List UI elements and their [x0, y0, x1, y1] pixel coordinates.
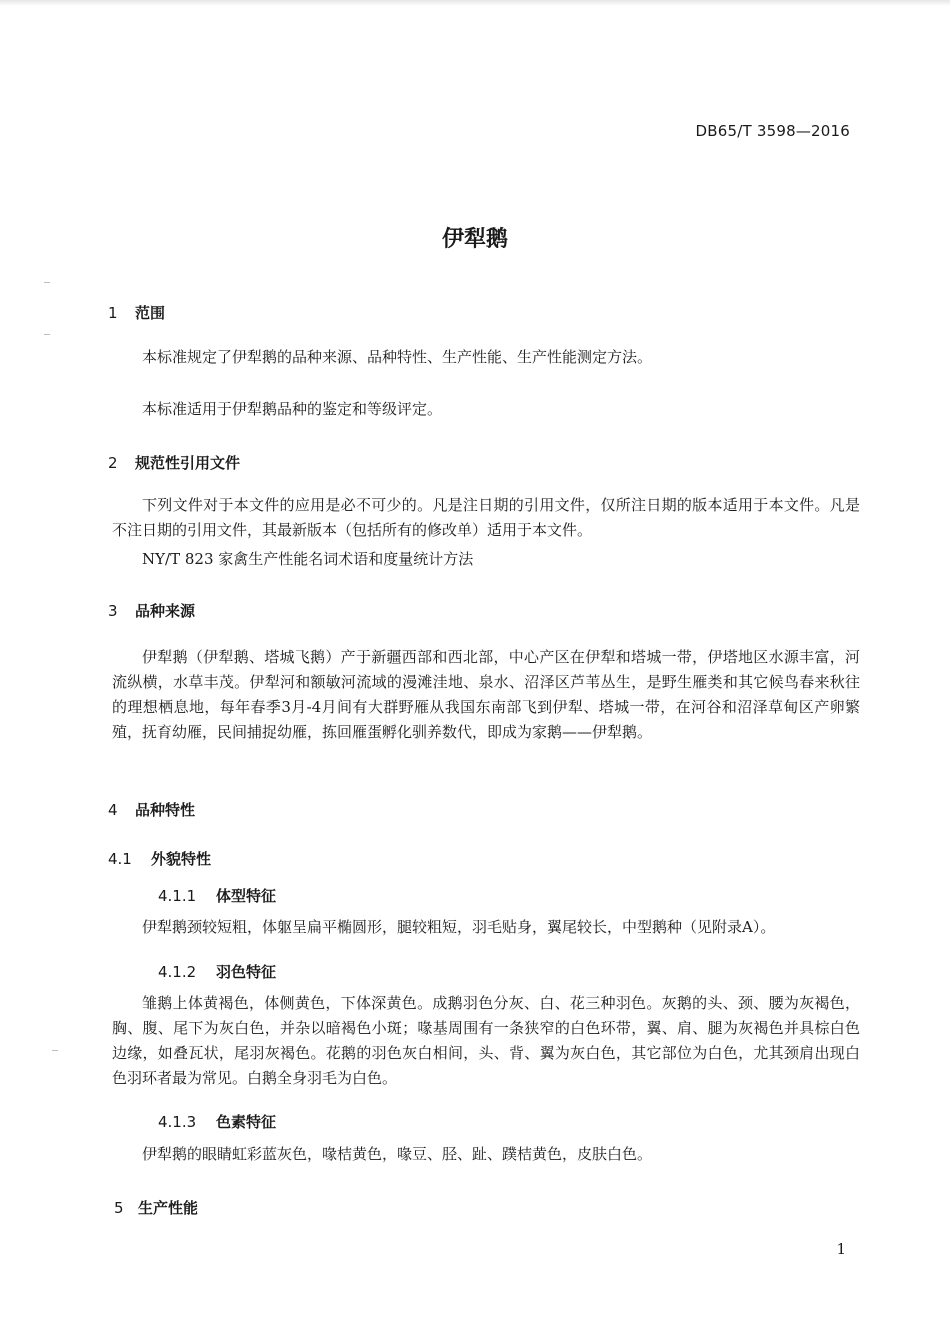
standard-code: DB65/T 3598—2016 — [695, 122, 850, 140]
section-number: 3 — [108, 602, 118, 620]
section-number: 1 — [108, 304, 118, 322]
section-4-heading — [108, 799, 195, 820]
document-title: 伊犁鹅 — [441, 227, 508, 252]
section-title: 品种来源 — [135, 602, 196, 620]
paragraph: 本标准适用于伊犁鹅品种的鉴定和等级评定。 — [142, 400, 443, 418]
scan-top-edge — [0, 0, 950, 6]
section-2-heading — [108, 452, 240, 473]
paragraph: 雏鹅上体黄褐色，体侧黄色，下体深黄色。成鹅羽色分灰、白、花三种羽色。灰鹅的头、颈、腰为灰褐色，胸、腹、尾下为灰白色，并杂以暗褐色小斑；喙基周围有一条狭窄的白色环带，翼、肩、腿为灰褐色并具棕白色边缘，如叠瓦状，尾羽灰褐色。花鹅的羽色灰白相间，头、背、翼为灰白色，其它部位为白色，尤其颈肩出现白色羽环者最为常见。白鹅全身羽毛为白色。 — [112, 994, 860, 1087]
section-number: 2 — [108, 454, 118, 472]
section-title: 生产性能 — [138, 1199, 199, 1217]
section-number: 4.1.2 — [158, 963, 197, 981]
paragraph: 伊犁鹅颈较短粗，体躯呈扁平椭圆形，腿较粗短，羽毛贴身，翼尾较长，中型鹅种（见附录A）。 — [142, 918, 776, 936]
section-5-heading — [114, 1197, 198, 1218]
section-title: 体型特征 — [216, 887, 277, 905]
section-title: 色素特征 — [216, 1113, 277, 1131]
subsection-4-1-2-heading — [158, 961, 276, 982]
scan-mark — [44, 334, 50, 335]
section-title: 羽色特征 — [216, 963, 277, 981]
section-number: 4.1.1 — [158, 887, 197, 905]
paragraph: 本标准规定了伊犁鹅的品种来源、品种特性、生产性能、生产性能测定方法。 — [142, 348, 653, 366]
section-number: 4.1 — [108, 850, 132, 868]
normative-reference: NY/T 823 家禽生产性能名词术语和度量统计方法 — [142, 550, 474, 568]
scan-mark — [44, 282, 50, 283]
section-number: 4 — [108, 801, 118, 819]
section-title: 范围 — [135, 304, 166, 322]
page-number: 1 — [836, 1240, 846, 1258]
section-title: 规范性引用文件 — [135, 454, 241, 472]
section-title: 外貌特性 — [151, 850, 212, 868]
paragraph: 下列文件对于本文件的应用是必不可少的。凡是注日期的引用文件，仅所注日期的版本适用于本文件。凡是不注日期的引用文件，其最新版本（包括所有的修改单）适用于本文件。 — [112, 496, 860, 539]
section-title: 品种特性 — [135, 801, 196, 819]
paragraph: 伊犁鹅（伊犁鹅、塔城飞鹅）产于新疆西部和西北部，中心产区在伊犁和塔城一带，伊塔地区水源丰富，河流纵横，水草丰茂。伊犁河和额敏河流域的漫滩洼地、泉水、沼泽区芦苇丛生，是野生雁类和其它候鸟春来秋往的理想栖息地，每年春季3月-4月间有大群野雁从我国东南部飞到伊犁、塔城一带，在河谷和沼泽草甸区产卵繁殖，抚育幼雁，民间捕捉幼雁，拣回雁蛋孵化驯养数代，即成为家鹅——伊犁鹅。 — [112, 648, 860, 741]
paragraph: 伊犁鹅的眼睛虹彩蓝灰色，喙桔黄色，喙豆、胫、趾、蹼桔黄色，皮肤白色。 — [142, 1145, 653, 1163]
scan-mark — [52, 1050, 58, 1051]
section-number: 4.1.3 — [158, 1113, 197, 1131]
section-3-heading — [108, 600, 195, 621]
subsection-4-1-3-heading — [158, 1111, 276, 1132]
section-1-heading — [108, 302, 165, 323]
subsection-4-1-1-heading — [158, 885, 276, 906]
subsection-4-1-heading — [108, 848, 211, 869]
section-number: 5 — [114, 1199, 124, 1217]
